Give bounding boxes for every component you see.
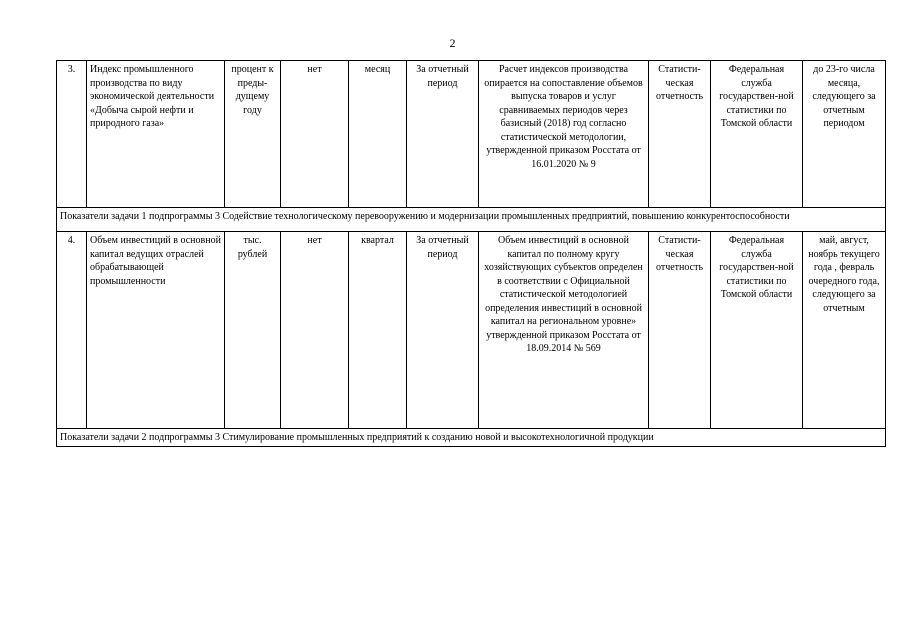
unit-of-measure: процент к преды-дущему году: [225, 61, 281, 208]
periodicity: квартал: [349, 232, 407, 429]
deadline: до 23-го числа месяца, следующего за отчетным периодом: [803, 61, 886, 208]
section-row: [57, 429, 886, 447]
indicators-table: [56, 60, 886, 447]
indicator-name: Индекс промышленного производства по виду экономической деятельности «Добыча сырой нефти и природного газа»: [87, 61, 225, 208]
page-number: 2: [449, 36, 456, 50]
flag-cell: нет: [281, 61, 349, 208]
row-number: 4.: [57, 232, 87, 429]
responsible-body: Федеральная служба государствен-ной статистики по Томской области: [711, 61, 803, 208]
section-heading: Показатели задачи 1 подпрограммы 3 Содействие технологическому перевооружению и модернизации промышленных предприятий, повышению конкурентоспособности: [57, 208, 886, 232]
data-source: Статисти-ческая отчетность: [649, 61, 711, 208]
calculation-method: Расчет индексов производства опирается на сопоставление объемов выпуска товаров и услуг сравниваемых периодов через базисный (2018) год согласно статистической методологии, утвержденной приказом Росстата от 16.01.2020 № 9: [479, 61, 649, 208]
responsible-body: Федеральная служба государствен-ной статистики по Томской области: [711, 232, 803, 429]
unit-of-measure: тыс. рублей: [225, 232, 281, 429]
table-row: [57, 232, 886, 429]
section-row: [57, 208, 886, 232]
deadline: май, август, ноябрь текущего года , февраль очередного года, следующего за отчетным: [803, 232, 886, 429]
section-heading: Показатели задачи 2 подпрограммы 3 Стимулирование промышленных предприятий к созданию новой и высокотехнологичной продукции: [57, 429, 886, 447]
indicator-name: Объем инвестиций в основной капитал ведущих отраслей обрабатывающей промышленности: [87, 232, 225, 429]
data-source: Статисти-ческая отчетность: [649, 232, 711, 429]
periodicity: месяц: [349, 61, 407, 208]
flag-cell: нет: [281, 232, 349, 429]
calculation-method: Объем инвестиций в основной капитал по полному кругу хозяйствующих субъектов определен в соответствии с Официальной статистической методологией определения инвестиций в основной капитал на региональном уровне» утвержденной приказом Росстата от 18.09.2014 № 569: [479, 232, 649, 429]
time-characteristic: За отчетный период: [407, 232, 479, 429]
row-number: 3.: [57, 61, 87, 208]
time-characteristic: За отчетный период: [407, 61, 479, 208]
table-row: [57, 61, 886, 208]
